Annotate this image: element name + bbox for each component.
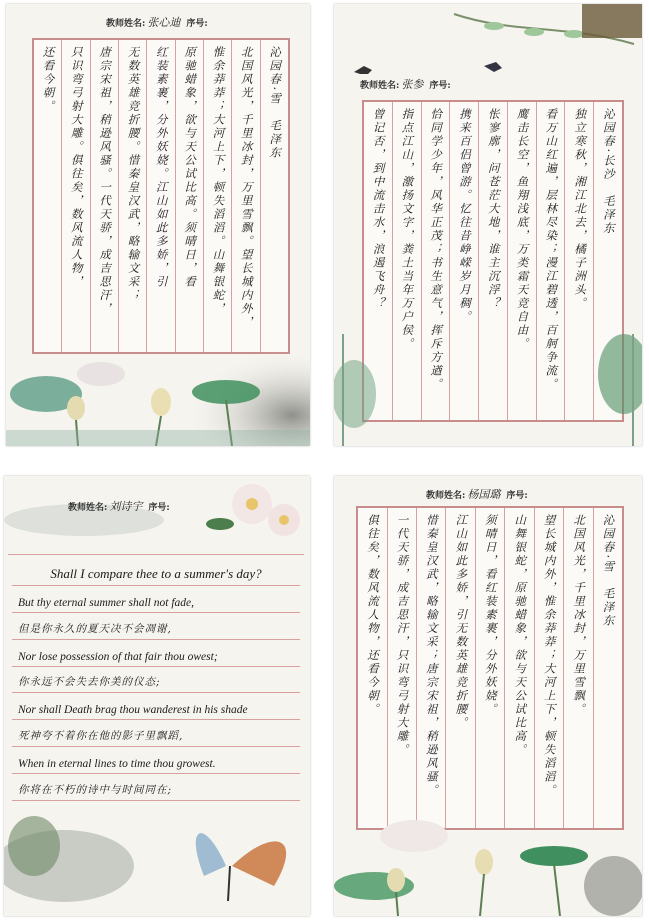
text-column: 指点江山，激扬文字，粪土当年万户侯。 xyxy=(392,102,421,420)
text-line: 但是你永久的夏天决不会凋谢, xyxy=(12,613,300,640)
flower-illustration xyxy=(4,476,310,552)
text-column: 江山如此多娇，引无数英雄竞折腰。 xyxy=(445,508,474,828)
butterfly-illustration xyxy=(4,806,310,916)
text-line: Nor shall Death brag thou wanderest in his shade xyxy=(12,693,300,720)
sheet-2-header xyxy=(360,76,451,92)
text-column: 还看今朝。 xyxy=(41,46,56,114)
teacher-name-label: 教师姓名: xyxy=(360,81,400,91)
teacher-name: 张参 xyxy=(401,78,424,91)
number-label: 序号: xyxy=(429,81,451,91)
teacher-name-label: 教师姓名: xyxy=(426,491,466,501)
sheet-3-header xyxy=(68,498,170,514)
calligraphy-sheet-4 xyxy=(334,476,642,916)
text-column: 原驰蜡象，欲与天公试比高。须晴日，看 xyxy=(175,40,203,352)
lotus-illustration xyxy=(334,334,642,446)
text-line: But thy eternal summer shall not fade, xyxy=(12,586,300,613)
text-column: 携来百侣曾游。忆往昔峥嵘岁月稠。 xyxy=(449,102,478,420)
text-column: 沁园春·雪 毛泽东 xyxy=(593,508,622,828)
poem-title: Shall I compare thee to a summer's day? xyxy=(12,559,300,586)
number-label: 序号: xyxy=(506,491,528,501)
text-column: 无数英雄竞折腰。惜秦皇汉武，略输文采； xyxy=(118,40,146,352)
sheet-4-header xyxy=(426,486,528,502)
text-column: 红装素裹，分外妖娆。江山如此多娇，引 xyxy=(146,40,174,352)
column-list xyxy=(34,40,288,352)
text-column: 惟余莽莽；大河上下，顿失滔滔。山舞银蛇， xyxy=(203,40,231,352)
writing-lines xyxy=(8,554,304,805)
teacher-name-label: 教师姓名: xyxy=(68,503,108,513)
writing-grid xyxy=(356,506,624,830)
text-column: 怅寥廓，问苍茫大地，谁主沉浮？ xyxy=(478,102,507,420)
text-column: 曾记否，到中流击水，浪遏飞舟？ xyxy=(371,108,386,311)
text-column: 鹰击长空，鱼翔浅底，万类霜天竞自由。 xyxy=(507,102,536,420)
calligraphy-sheet-2 xyxy=(334,4,642,446)
branch-illustration xyxy=(334,4,642,74)
text-column: 俱往矣，数风流人物，还看今朝。 xyxy=(366,514,381,717)
calligraphy-sheet-1 xyxy=(6,4,310,446)
text-column: 一代天骄，成吉思汗，只识弯弓射大雕。 xyxy=(387,508,416,828)
text-column: 沁园春·雪 毛泽东 xyxy=(260,40,288,352)
teacher-name-label: 教师姓名: xyxy=(106,19,146,29)
text-column: 只识弯弓射大雕。俱往矣，数风流人物， xyxy=(61,40,89,352)
text-line: When in eternal lines to time thou growest. xyxy=(12,747,300,774)
teacher-name: 杨国璐 xyxy=(467,488,501,501)
number-label: 序号: xyxy=(148,503,170,513)
lotus-illustration xyxy=(6,334,310,446)
row-list xyxy=(12,559,300,801)
text-column: 沁园春·长沙 毛泽东 xyxy=(593,102,622,420)
text-column: 独立寒秋，湘江北去，橘子洲头。 xyxy=(564,102,593,420)
text-column: 须晴日，看红装素裹，分外妖娆。 xyxy=(475,508,504,828)
text-column: 北国风光，千里冰封，万里雪飘。 xyxy=(563,508,592,828)
text-column: 恰同学少年，风华正茂；书生意气，挥斥方遒。 xyxy=(421,102,450,420)
text-line: 死神夸不着你在他的影子里飘蹈, xyxy=(12,720,300,747)
text-column: 望长城内外，惟余莽莽；大河上下，顿失滔滔。 xyxy=(534,508,563,828)
lotus-illustration xyxy=(334,816,642,916)
text-column: 北国风光，千里冰封，万里雪飘。望长城内外， xyxy=(231,40,259,352)
teacher-name: 刘诗宇 xyxy=(109,500,143,513)
calligraphy-sheet-3 xyxy=(4,476,310,916)
text-line: 你永远不会失去你美的仪态; xyxy=(12,667,300,694)
writing-grid xyxy=(32,38,290,354)
column-list xyxy=(358,508,622,828)
text-column: 惜秦皇汉武，略输文采；唐宗宋祖，稍逊风骚。 xyxy=(416,508,445,828)
text-line: 你将在不朽的诗中与时间同在; xyxy=(12,774,300,801)
text-line: Nor lose possession of that fair thou owest; xyxy=(12,640,300,667)
number-label: 序号: xyxy=(186,19,208,29)
text-column: 山舞银蛇，原驰蜡象，欲与天公试比高。 xyxy=(504,508,533,828)
sheet-1-header xyxy=(106,14,208,30)
text-column: 看万山红遍，层林尽染；漫江碧透，百舸争流。 xyxy=(536,102,565,420)
teacher-name: 张心迪 xyxy=(147,16,181,29)
text-column: 唐宗宋祖，稍逊风骚。一代天骄，成吉思汗， xyxy=(90,40,118,352)
